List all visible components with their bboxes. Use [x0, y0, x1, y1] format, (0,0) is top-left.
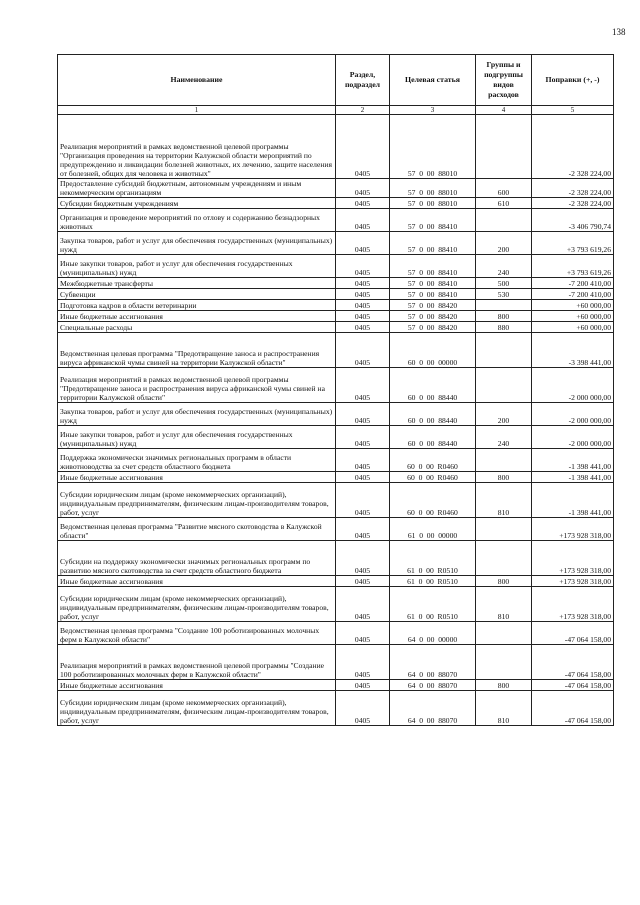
table-row	[58, 483, 614, 518]
row-article: 64 0 00 88070	[390, 691, 476, 726]
row-amount: -7 200 410,00	[532, 278, 614, 289]
row-section: 0405	[336, 645, 390, 680]
row-name: Субсидии юридическим лицам (кроме некоммерческих организаций), индивидуальным предпринимателям, физическим лицам-производителям товаров, работ, услуг	[58, 691, 336, 726]
row-amount: -47 064 158,00	[532, 645, 614, 680]
row-name: Ведомственная целевая программа "Создание 100 роботизированных молочных ферм в Калужской области"	[58, 622, 336, 645]
row-amount: -47 064 158,00	[532, 680, 614, 691]
row-amount: +173 928 318,00	[532, 587, 614, 622]
row-name: Ведомственная целевая программа "Развитие мясного скотоводства в Калужской области"	[58, 518, 336, 541]
row-amount: -47 064 158,00	[532, 691, 614, 726]
row-section: 0405	[336, 289, 390, 300]
table-row	[58, 449, 614, 472]
row-article: 57 0 00 88420	[390, 322, 476, 333]
row-name: Субсидии бюджетным учреждениям	[58, 198, 336, 209]
table-row	[58, 426, 614, 449]
row-name: Закупка товаров, работ и услуг для обеспечения государственных (муниципальных) нужд	[58, 232, 336, 255]
row-group	[476, 449, 532, 472]
table-row	[58, 691, 614, 726]
row-article: 60 0 00 88440	[390, 426, 476, 449]
column-number: 3	[390, 106, 476, 115]
row-name: Иные бюджетные ассигнования	[58, 472, 336, 483]
row-group: 240	[476, 255, 532, 278]
row-name: Субсидии юридическим лицам (кроме некоммерческих организаций), индивидуальным предпринимателям, физическим лицам-производителям товаров, работ, услуг	[58, 587, 336, 622]
row-group	[476, 518, 532, 541]
table-row	[58, 115, 614, 179]
row-section: 0405	[336, 300, 390, 311]
table-row	[58, 289, 614, 300]
row-section: 0405	[336, 179, 390, 198]
table-row	[58, 680, 614, 691]
row-amount: +173 928 318,00	[532, 541, 614, 576]
budget-amendments-table	[57, 54, 614, 726]
table-row	[58, 645, 614, 680]
table-row	[58, 403, 614, 426]
row-article: 61 0 00 R0510	[390, 587, 476, 622]
row-amount: -2 328 224,00	[532, 198, 614, 209]
row-group: 800	[476, 311, 532, 322]
row-name: Специальные расходы	[58, 322, 336, 333]
table-row	[58, 587, 614, 622]
row-article: 61 0 00 R0510	[390, 541, 476, 576]
header-amendments: Поправки (+, -)	[532, 55, 614, 106]
row-section: 0405	[336, 232, 390, 255]
table-row	[58, 179, 614, 198]
row-article: 60 0 00 00000	[390, 333, 476, 368]
row-group: 800	[476, 472, 532, 483]
row-group: 810	[476, 483, 532, 518]
column-number: 2	[336, 106, 390, 115]
row-amount: +60 000,00	[532, 300, 614, 311]
row-group	[476, 115, 532, 179]
row-article: 64 0 00 88070	[390, 680, 476, 691]
row-group: 240	[476, 426, 532, 449]
column-number: 5	[532, 106, 614, 115]
table-row	[58, 576, 614, 587]
row-section: 0405	[336, 472, 390, 483]
row-section: 0405	[336, 691, 390, 726]
row-name: Иные бюджетные ассигнования	[58, 680, 336, 691]
row-article: 57 0 00 88010	[390, 115, 476, 179]
table-row	[58, 622, 614, 645]
row-amount: -2 000 000,00	[532, 403, 614, 426]
row-name: Иные закупки товаров, работ и услуг для обеспечения государственных (муниципальных) нужд	[58, 426, 336, 449]
row-name: Реализация мероприятий в рамках ведомственной целевой программы "Предотвращение заноса и распространения вируса африканской чумы свиней на территории Калужской области"	[58, 368, 336, 403]
row-name: Реализация мероприятий в рамках ведомственной целевой программы "Организация проведения на территории Калужской области мероприятий по предупреждению и ликвидации болезней животных, их лечению, защите населения от болезней, общих для человека и животных"	[58, 115, 336, 179]
row-amount: -2 328 224,00	[532, 115, 614, 179]
row-amount: +60 000,00	[532, 322, 614, 333]
row-amount: -47 064 158,00	[532, 622, 614, 645]
table-row	[58, 368, 614, 403]
row-article: 60 0 00 88440	[390, 403, 476, 426]
row-amount: +3 793 619,26	[532, 255, 614, 278]
row-article: 57 0 00 88410	[390, 209, 476, 232]
row-group: 610	[476, 198, 532, 209]
row-name: Реализация мероприятий в рамках ведомственной целевой программы "Создание 100 роботизированных молочных ферм в Калужской области"	[58, 645, 336, 680]
table-row	[58, 333, 614, 368]
row-group: 500	[476, 278, 532, 289]
row-amount: -3 398 441,00	[532, 333, 614, 368]
row-name: Иные бюджетные ассигнования	[58, 576, 336, 587]
row-article: 64 0 00 00000	[390, 622, 476, 645]
header-article: Целевая статья	[390, 55, 476, 106]
row-article: 57 0 00 88420	[390, 311, 476, 322]
row-name: Закупка товаров, работ и услуг для обеспечения государственных (муниципальных) нужд	[58, 403, 336, 426]
row-section: 0405	[336, 278, 390, 289]
row-name: Иные закупки товаров, работ и услуг для обеспечения государственных (муниципальных) нужд	[58, 255, 336, 278]
row-group	[476, 541, 532, 576]
header-row	[58, 55, 614, 106]
row-group	[476, 333, 532, 368]
row-article: 57 0 00 88010	[390, 198, 476, 209]
row-section: 0405	[336, 680, 390, 691]
column-number-row	[58, 106, 614, 115]
row-group: 880	[476, 322, 532, 333]
row-amount: -1 398 441,00	[532, 472, 614, 483]
row-name: Поддержка экономически значимых региональных программ в области животноводства за счет средств областного бюджета	[58, 449, 336, 472]
row-article: 57 0 00 88410	[390, 278, 476, 289]
row-section: 0405	[336, 311, 390, 322]
table-row	[58, 209, 614, 232]
row-group: 200	[476, 403, 532, 426]
row-amount: -1 398 441,00	[532, 483, 614, 518]
row-group: 810	[476, 587, 532, 622]
row-amount: -2 000 000,00	[532, 368, 614, 403]
row-name: Межбюджетные трансферты	[58, 278, 336, 289]
row-amount: +60 000,00	[532, 311, 614, 322]
row-amount: -1 398 441,00	[532, 449, 614, 472]
row-section: 0405	[336, 255, 390, 278]
row-section: 0405	[336, 541, 390, 576]
table-row	[58, 311, 614, 322]
row-section: 0405	[336, 115, 390, 179]
row-amount: -3 406 790,74	[532, 209, 614, 232]
row-section: 0405	[336, 426, 390, 449]
row-name: Подготовка кадров в области ветеринарии	[58, 300, 336, 311]
table-row	[58, 472, 614, 483]
row-name: Субсидии на поддержку экономически значимых региональных программ по развитию мясного скотоводства за счет средств областного бюджета	[58, 541, 336, 576]
row-section: 0405	[336, 209, 390, 232]
row-section: 0405	[336, 403, 390, 426]
row-amount: +173 928 318,00	[532, 518, 614, 541]
row-group: 600	[476, 179, 532, 198]
row-name: Предоставление субсидий бюджетным, автономным учреждениям и иным некоммерческим организациям	[58, 179, 336, 198]
row-name: Ведомственная целевая программа "Предотвращение заноса и распространения вируса африканской чумы свиней на территории Калужской области"	[58, 333, 336, 368]
row-amount: +3 793 619,26	[532, 232, 614, 255]
row-amount: -2 000 000,00	[532, 426, 614, 449]
row-article: 60 0 00 88440	[390, 368, 476, 403]
table-row	[58, 541, 614, 576]
column-number: 4	[476, 106, 532, 115]
row-section: 0405	[336, 322, 390, 333]
row-article: 57 0 00 88410	[390, 232, 476, 255]
table-row	[58, 232, 614, 255]
column-number: 1	[58, 106, 336, 115]
table-row	[58, 278, 614, 289]
row-group	[476, 300, 532, 311]
table-row	[58, 518, 614, 541]
header-groups: Группы и подгруппы видов расходов	[476, 55, 532, 106]
row-article: 61 0 00 R0510	[390, 576, 476, 587]
header-name: Наименование	[58, 55, 336, 106]
row-group: 800	[476, 576, 532, 587]
row-article: 60 0 00 R0460	[390, 449, 476, 472]
table-row	[58, 300, 614, 311]
row-name: Субвенции	[58, 289, 336, 300]
row-name: Иные бюджетные ассигнования	[58, 311, 336, 322]
row-name: Организация и проведение мероприятий по отлову и содержанию безнадзорных животных	[58, 209, 336, 232]
row-group: 810	[476, 691, 532, 726]
table-row	[58, 322, 614, 333]
row-section: 0405	[336, 333, 390, 368]
row-group	[476, 368, 532, 403]
row-article: 57 0 00 88410	[390, 255, 476, 278]
row-article: 57 0 00 88420	[390, 300, 476, 311]
row-section: 0405	[336, 587, 390, 622]
row-group	[476, 645, 532, 680]
row-group: 800	[476, 680, 532, 691]
row-amount: -7 200 410,00	[532, 289, 614, 300]
row-article: 57 0 00 88410	[390, 289, 476, 300]
row-group	[476, 209, 532, 232]
row-section: 0405	[336, 622, 390, 645]
page-number: 138	[612, 27, 626, 37]
row-article: 61 0 00 00000	[390, 518, 476, 541]
row-article: 60 0 00 R0460	[390, 483, 476, 518]
row-section: 0405	[336, 483, 390, 518]
row-article: 64 0 00 88070	[390, 645, 476, 680]
row-article: 57 0 00 88010	[390, 179, 476, 198]
row-group	[476, 622, 532, 645]
row-group: 530	[476, 289, 532, 300]
row-amount: +173 928 318,00	[532, 576, 614, 587]
row-article: 60 0 00 R0460	[390, 472, 476, 483]
row-section: 0405	[336, 518, 390, 541]
row-group: 200	[476, 232, 532, 255]
header-section: Раздел, подраздел	[336, 55, 390, 106]
row-section: 0405	[336, 449, 390, 472]
row-section: 0405	[336, 368, 390, 403]
row-name: Субсидии юридическим лицам (кроме некоммерческих организаций), индивидуальным предпринимателям, физическим лицам-производителям товаров, работ, услуг	[58, 483, 336, 518]
row-section: 0405	[336, 576, 390, 587]
row-amount: -2 328 224,00	[532, 179, 614, 198]
table-row	[58, 255, 614, 278]
row-section: 0405	[336, 198, 390, 209]
table-row	[58, 198, 614, 209]
